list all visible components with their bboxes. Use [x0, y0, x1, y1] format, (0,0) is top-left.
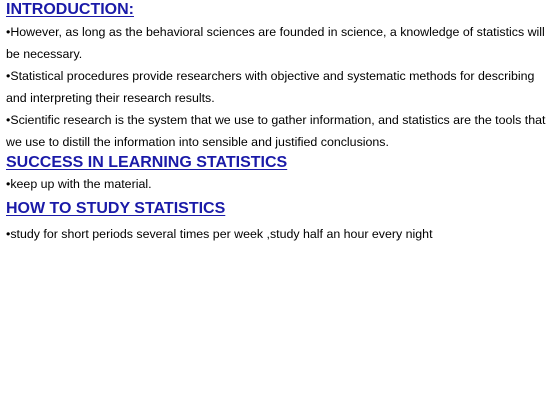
intro-bullet-2-line-2: and interpreting their research results. [6, 91, 215, 105]
study-heading: HOW TO STUDY STATISTICS [6, 200, 226, 217]
intro-bullet-1-line-1: •However, as long as the behavioral sciences are founded in science, a knowledge of statistics will [6, 25, 545, 39]
intro-bullet-2-line-1: •Statistical procedures provide researchers with objective and systematic methods for describing [6, 69, 535, 83]
intro-heading: INTRODUCTION: [6, 1, 134, 18]
success-bullet-1: •keep up with the material. [6, 177, 152, 191]
intro-bullet-3-line-2: we use to distill the information into sensible and justified conclusions. [6, 135, 389, 149]
study-bullet-1: •study for short periods several times per week ,study half an hour every night [6, 227, 433, 241]
success-heading: SUCCESS IN LEARNING STATISTICS [6, 154, 288, 171]
intro-bullet-3-line-1: •Scientific research is the system that we use to gather information, and statistics are the tools that [6, 113, 546, 127]
intro-bullet-1-line-2: be necessary. [6, 47, 83, 61]
